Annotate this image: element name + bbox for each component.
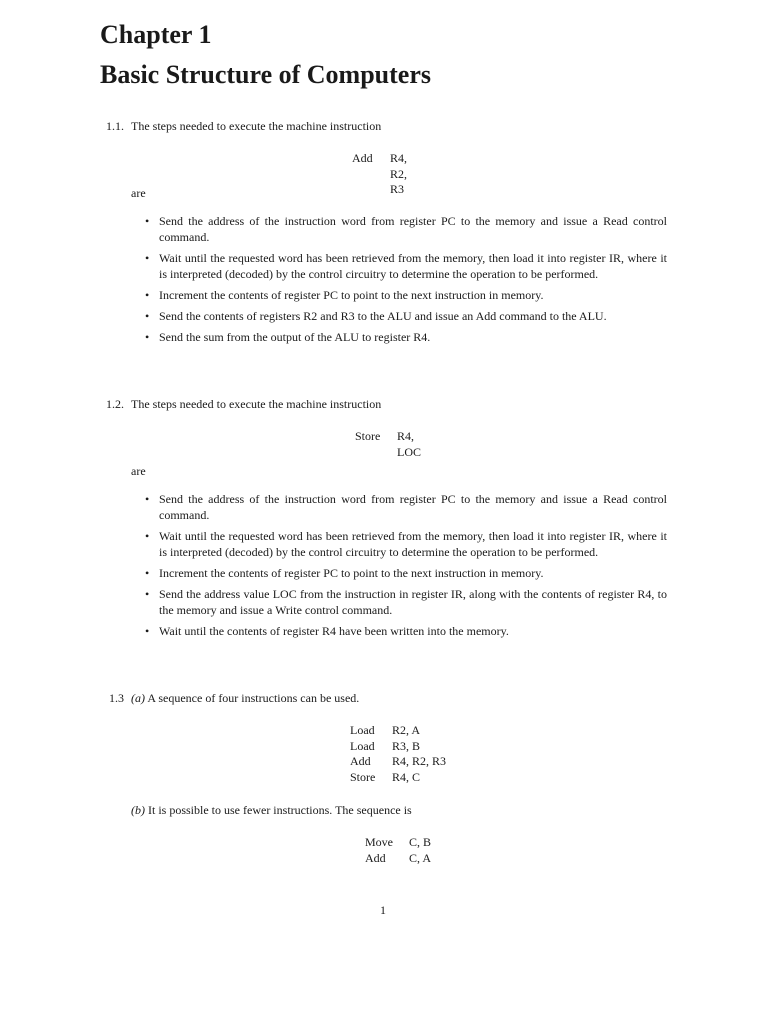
list-item: • Send the contents of registers R2 and R3 to the ALU and issue an Add command to the ALU.: [145, 309, 607, 323]
sequence-a: [350, 723, 460, 785]
code-line-args: R4, C: [392, 769, 421, 784]
problem-1-3-part-b: [131, 802, 412, 818]
code-line: Store: [350, 769, 376, 784]
list-item: • Increment the contents of register PC to point to the next instruction in memory.: [145, 566, 544, 580]
list-item: • Send the address of the instruction word from register PC to the memory and issue a Read control command.: [145, 214, 667, 244]
code-line: Load: [350, 723, 375, 737]
part-a-text: A sequence of four instructions can be used.: [145, 691, 360, 705]
chapter-number-title: Chapter 1: [100, 20, 212, 49]
part-b-label: (b): [131, 803, 145, 817]
part-b-text: It is possible to use fewer instructions. The sequence is: [145, 803, 412, 817]
instruction-args: R4, R2, R3: [390, 151, 408, 196]
problem-1-2-are: are: [131, 464, 146, 478]
list-item: • Send the address value LOC from the instruction in register IR, along with the contents of register R4, to the memory and issue a Write control command.: [145, 587, 667, 617]
code-line: Add: [365, 850, 386, 865]
code-line-args: R3, B: [392, 738, 421, 753]
problem-1-2-intro: The steps needed to execute the machine instruction: [131, 397, 382, 411]
code-line-args: R4, R2, R3: [392, 754, 447, 768]
code-line-args: R2, A: [392, 723, 421, 737]
list-item: • Wait until the contents of register R4 have been written into the memory.: [145, 624, 509, 638]
sequence-b: [365, 835, 445, 866]
part-a-label: (a): [131, 691, 145, 705]
problem-1-1-number: 1.1.: [106, 119, 124, 133]
problem-1-3-part-a: [131, 690, 359, 706]
code-line: Add: [350, 754, 371, 768]
code-line: Load: [350, 738, 375, 753]
list-item: • Wait until the requested word has been retrieved from the memory, then load it into register IR, where it is interpreted (decoded) by the control circuitry to determine the operation to be performed.: [145, 251, 667, 281]
problem-1-1-are: are: [131, 186, 146, 200]
problem-1-2-steps: [145, 491, 667, 644]
code-line-args: C, A: [409, 850, 432, 865]
list-item: • Wait until the requested word has been retrieved from the memory, then load it into register IR, where it is interpreted (decoded) by the control circuitry to determine the operation to be performed.: [145, 529, 667, 559]
list-item: • Send the sum from the output of the ALU to register R4.: [145, 330, 431, 344]
problem-1-2-number: 1.2.: [106, 397, 124, 411]
code-line-args: C, B: [409, 835, 432, 849]
instruction-op: Store: [355, 429, 381, 443]
problem-1-1-intro: The steps needed to execute the machine instruction: [131, 119, 382, 133]
page-number: 1: [380, 903, 386, 917]
chapter-title: Basic Structure of Computers: [100, 60, 431, 89]
problem-1-1-steps: [145, 213, 667, 350]
instruction-op: Add: [352, 151, 373, 165]
list-item: • Increment the contents of register PC to point to the next instruction in memory.: [145, 288, 544, 302]
code-line: Move: [365, 835, 393, 849]
list-item: • Send the address of the instruction word from register PC to the memory and issue a Read control command.: [145, 492, 667, 522]
problem-1-3-number: 1.3: [109, 691, 124, 705]
instruction-args: R4, LOC: [397, 429, 421, 459]
